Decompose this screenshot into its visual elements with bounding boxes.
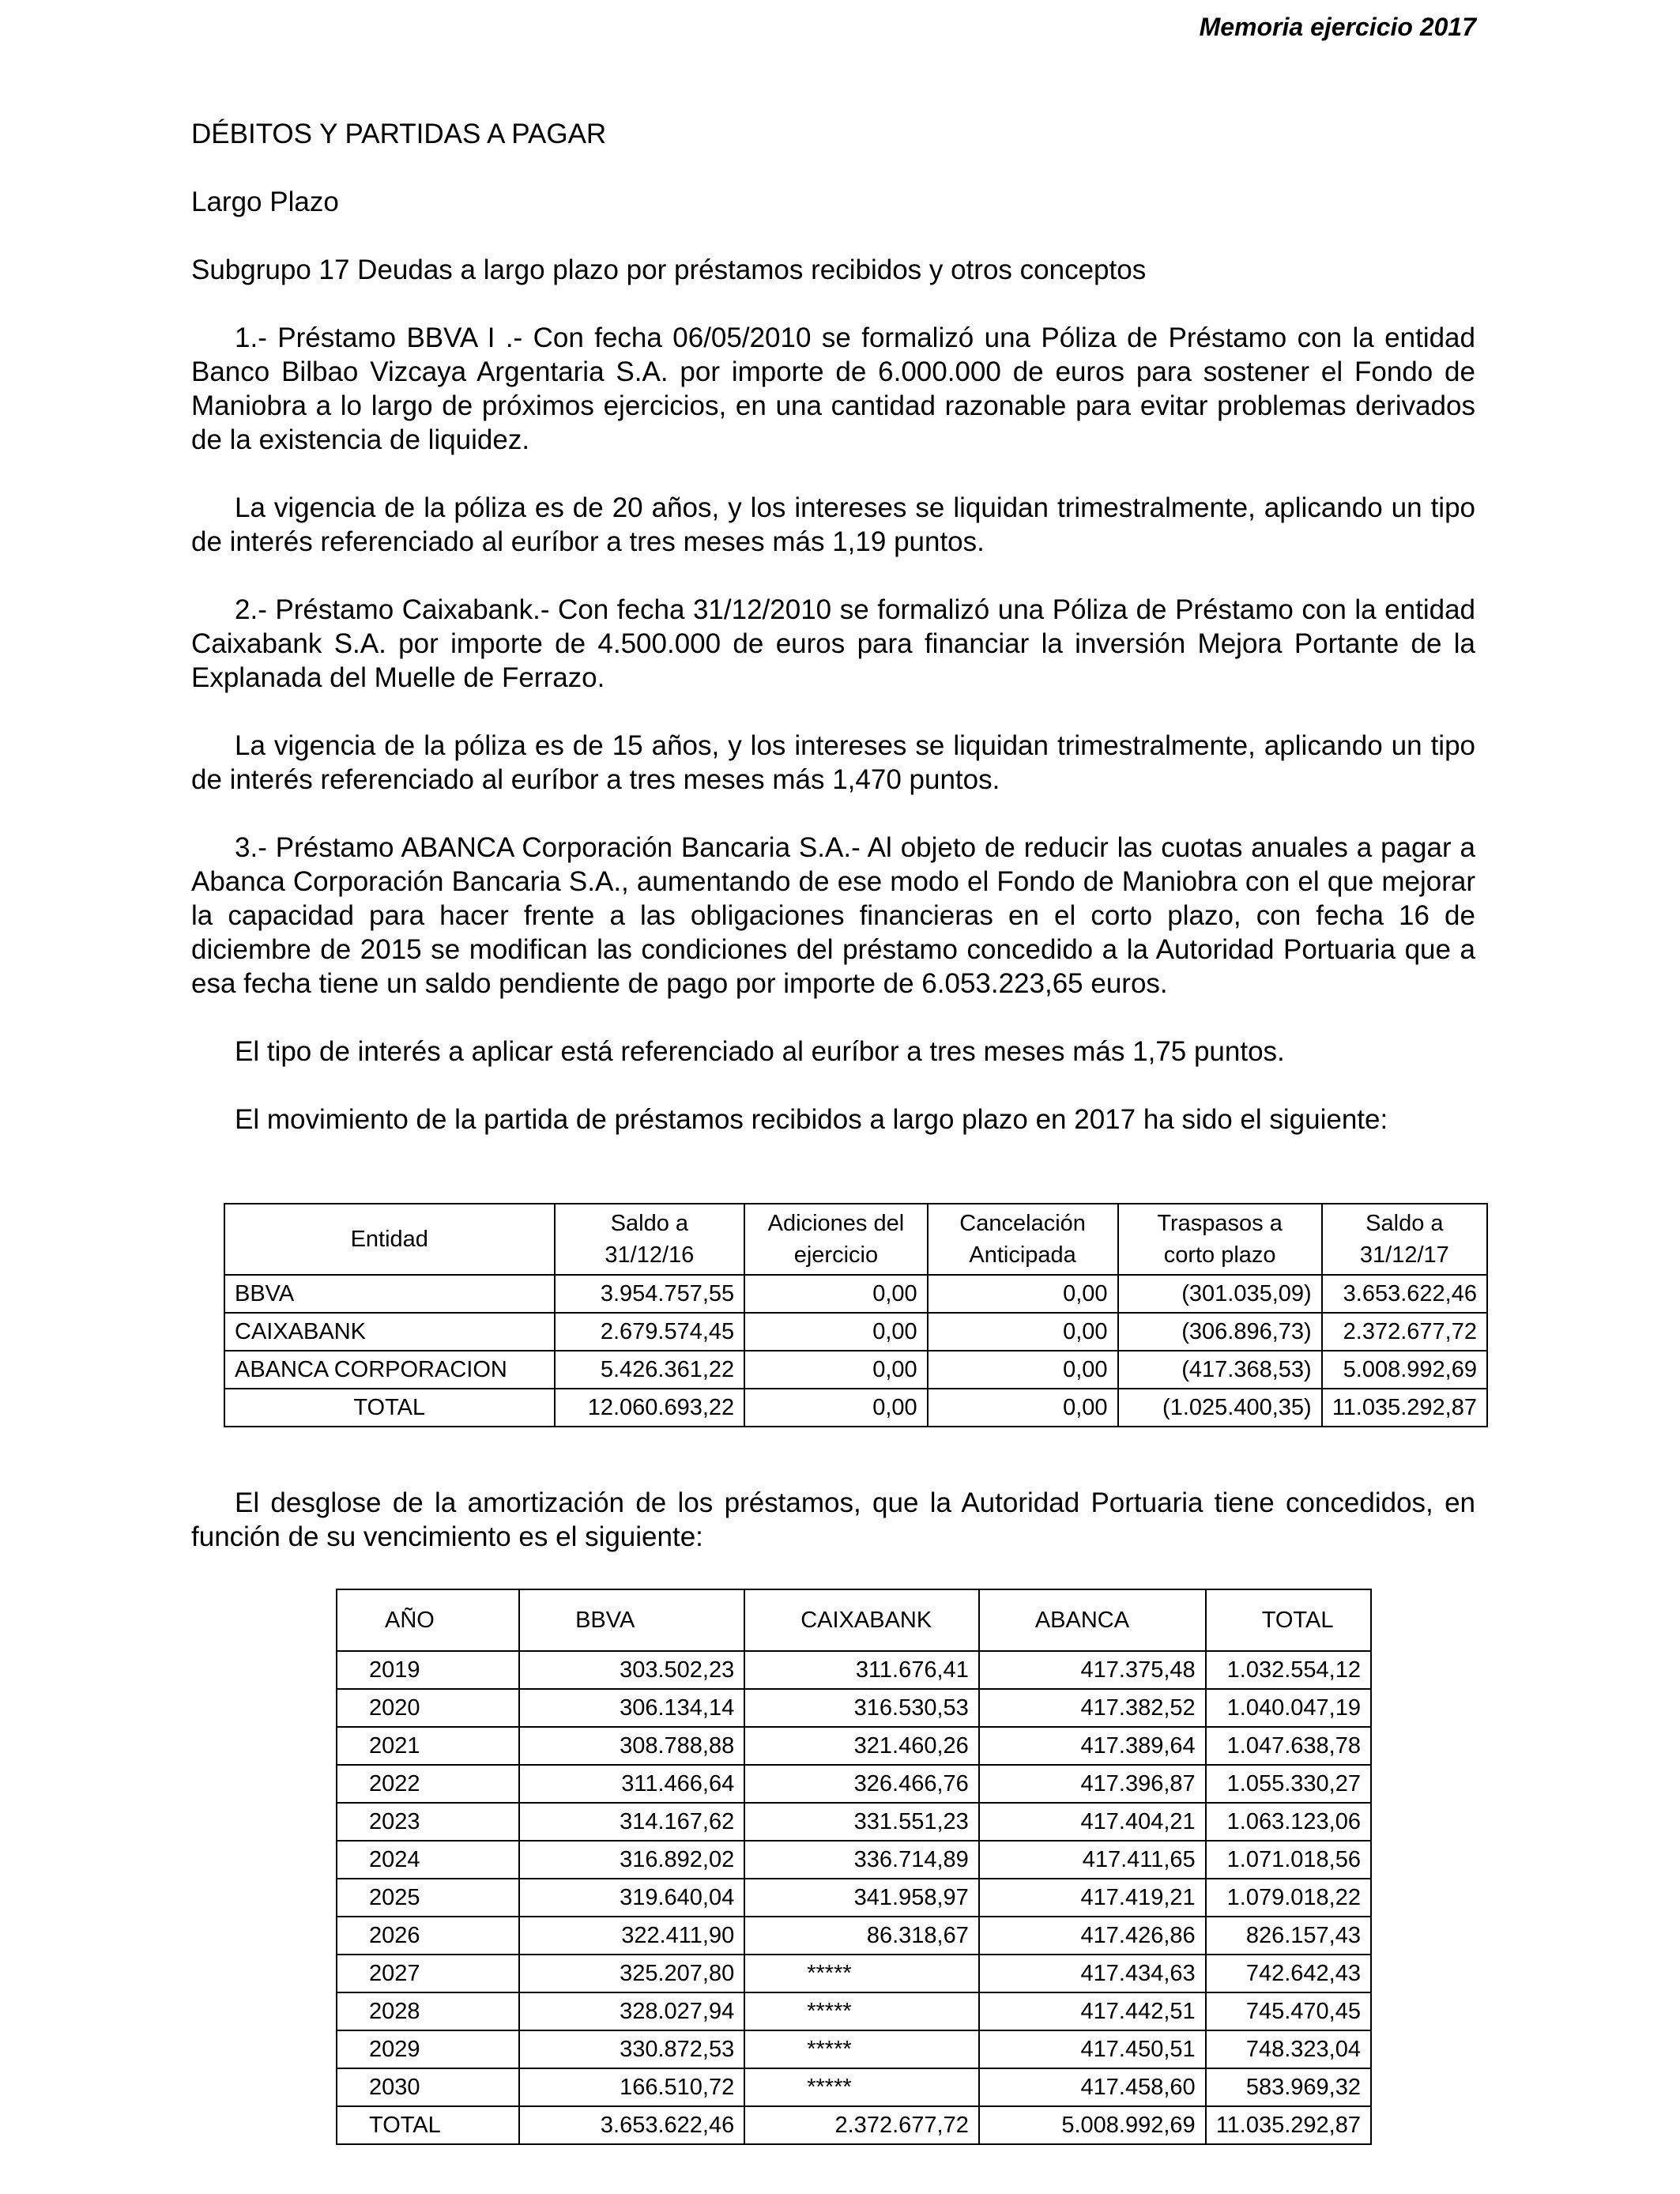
cell-value: 417.411,65 bbox=[979, 1841, 1206, 1879]
paragraph-movements-intro: El movimiento de la partida de préstamos recibidos a largo plazo en 2017 ha sido el siguiente: bbox=[235, 1104, 1388, 1135]
cell-value: 5.426.361,22 bbox=[555, 1351, 745, 1389]
cell-value: 417.450,51 bbox=[979, 2030, 1206, 2068]
cell-value: 166.510,72 bbox=[519, 2068, 744, 2106]
cell-entidad: ABANCA CORPORACION bbox=[224, 1351, 555, 1389]
cell-value: 308.788,88 bbox=[519, 1727, 744, 1765]
cell-value: 336.714,89 bbox=[744, 1841, 979, 1879]
cell-value: 417.442,51 bbox=[979, 1992, 1206, 2030]
cell-value: 1.071.018,56 bbox=[1206, 1841, 1371, 1879]
cell-value: ***** bbox=[744, 1955, 979, 1992]
cell-value: 11.035.292,87 bbox=[1206, 2106, 1371, 2144]
movements-table bbox=[224, 1203, 1488, 1427]
cell-entidad: BBVA bbox=[224, 1275, 555, 1313]
cell-value: (417.368,53) bbox=[1118, 1351, 1322, 1389]
document-body bbox=[191, 117, 1475, 1137]
cell-total-value: 11.035.292,87 bbox=[1322, 1389, 1487, 1427]
amortization-table bbox=[336, 1589, 1372, 2145]
cell-value: 311.676,41 bbox=[744, 1651, 979, 1689]
cell-value: 417.389,64 bbox=[979, 1727, 1206, 1765]
header-saldo-2016: Saldo a 31/12/16 bbox=[555, 1204, 745, 1275]
header-adiciones: Adiciones del ejercicio bbox=[744, 1204, 927, 1275]
cell-value: 306.134,14 bbox=[519, 1689, 744, 1727]
paragraph-bbva: 1.- Préstamo BBVA I .- Con fecha 06/05/2010 se formalizó una Póliza de Préstamo con la entidad Banco Bilbao Vizcaya Argentaria S.A. por importe de 6.000.000 de euros para sostener el Fondo de Maniobra a lo largo de próximos ejercicios, en una cantidad razonable para evitar problemas derivados de la existencia de liquidez. bbox=[191, 322, 1475, 455]
cell-value: 322.411,90 bbox=[519, 1917, 744, 1955]
cell-value: (301.035,09) bbox=[1118, 1275, 1322, 1313]
cell-value: 3.653.622,46 bbox=[519, 2106, 744, 2144]
table-row bbox=[337, 1879, 1371, 1917]
cell-value: 417.426,86 bbox=[979, 1917, 1206, 1955]
cell-value: 1.032.554,12 bbox=[1206, 1651, 1371, 1689]
header-ano: AÑO bbox=[337, 1589, 519, 1651]
cell-value: 86.318,67 bbox=[744, 1917, 979, 1955]
cell-value: 417.419,21 bbox=[979, 1879, 1206, 1917]
cell-year: 2019 bbox=[337, 1651, 519, 1689]
paragraph-caixabank-terms: La vigencia de la póliza es de 15 años, y los intereses se liquidan trimestralmente, aplicando un tipo de interés referenciado al euríbor a tres meses más 1,470 puntos. bbox=[191, 730, 1475, 795]
cell-entidad: CAIXABANK bbox=[224, 1313, 555, 1351]
table-row bbox=[337, 1765, 1371, 1803]
cell-value: 321.460,26 bbox=[744, 1727, 979, 1765]
header-caixabank: CAIXABANK bbox=[744, 1589, 979, 1651]
cell-value: ***** bbox=[744, 2030, 979, 2068]
cell-total-value: 0,00 bbox=[744, 1389, 927, 1427]
cell-value: 0,00 bbox=[744, 1351, 927, 1389]
cell-value: 417.396,87 bbox=[979, 1765, 1206, 1803]
cell-value: ***** bbox=[744, 2068, 979, 2106]
table-row bbox=[224, 1275, 1487, 1313]
cell-value: 303.502,23 bbox=[519, 1651, 744, 1689]
table-header-row bbox=[224, 1204, 1487, 1275]
cell-value: 0,00 bbox=[744, 1313, 927, 1351]
table-row bbox=[337, 1689, 1371, 1727]
cell-value: 311.466,64 bbox=[519, 1765, 744, 1803]
cell-value: ***** bbox=[744, 1992, 979, 2030]
cell-value: 748.323,04 bbox=[1206, 2030, 1371, 2068]
cell-year: 2021 bbox=[337, 1727, 519, 1765]
cell-value: 742.642,43 bbox=[1206, 1955, 1371, 1992]
cell-value: 826.157,43 bbox=[1206, 1917, 1371, 1955]
cell-year: 2029 bbox=[337, 2030, 519, 2068]
cell-value: 331.551,23 bbox=[744, 1803, 979, 1841]
cell-value: 3.954.757,55 bbox=[555, 1275, 745, 1313]
cell-value: 341.958,97 bbox=[744, 1879, 979, 1917]
report-header: Memoria ejercicio 2017 bbox=[1199, 13, 1476, 41]
cell-year: 2022 bbox=[337, 1765, 519, 1803]
section-subtitle: Largo Plazo bbox=[191, 187, 339, 217]
header-entidad: Entidad bbox=[224, 1204, 555, 1275]
cell-value: 583.969,32 bbox=[1206, 2068, 1371, 2106]
cell-value: 5.008.992,69 bbox=[979, 2106, 1206, 2144]
table-row bbox=[337, 2068, 1371, 2106]
table-total-row bbox=[337, 2106, 1371, 2144]
cell-year: 2024 bbox=[337, 1841, 519, 1879]
section-title: DÉBITOS Y PARTIDAS A PAGAR bbox=[191, 119, 607, 149]
table-row bbox=[337, 1841, 1371, 1879]
table-header-row bbox=[337, 1589, 1371, 1651]
table-row bbox=[224, 1351, 1487, 1389]
cell-value: 1.063.123,06 bbox=[1206, 1803, 1371, 1841]
paragraph-bbva-terms: La vigencia de la póliza es de 20 años, y los intereses se liquidan trimestralmente, aplicando un tipo de interés referenciado al euríbor a tres meses más 1,19 puntos. bbox=[191, 492, 1475, 557]
cell-year: 2025 bbox=[337, 1879, 519, 1917]
cell-value: 417.458,60 bbox=[979, 2068, 1206, 2106]
header-abanca: ABANCA bbox=[979, 1589, 1206, 1651]
cell-value: 316.892,02 bbox=[519, 1841, 744, 1879]
table-row bbox=[224, 1313, 1487, 1351]
paragraph-abanca: 3.- Préstamo ABANCA Corporación Bancaria S.A.- Al objeto de reducir las cuotas anuales a pagar a Abanca Corporación Bancaria S.A., aumentando de ese modo el Fondo de Maniobra con el que mejorar la capacidad para hacer frente a las obligaciones financieras en el corto plazo, con fecha 16 de diciembre de 2015 se modifican las condiciones del préstamo concedido a la Autoridad Portuaria que a esa fecha tiene un saldo pendiente de pago por importe de 6.053.223,65 euros. bbox=[191, 832, 1475, 999]
cell-value: 3.653.622,46 bbox=[1322, 1275, 1487, 1313]
cell-value: 0,00 bbox=[928, 1313, 1118, 1351]
cell-year: 2026 bbox=[337, 1917, 519, 1955]
cell-value: 1.040.047,19 bbox=[1206, 1689, 1371, 1727]
cell-value: 2.372.677,72 bbox=[1322, 1313, 1487, 1351]
cell-value: 1.055.330,27 bbox=[1206, 1765, 1371, 1803]
cell-total-value: (1.025.400,35) bbox=[1118, 1389, 1322, 1427]
cell-value: 2.679.574,45 bbox=[555, 1313, 745, 1351]
amortization-intro: El desglose de la amortización de los préstamos, que la Autoridad Portuaria tiene concedidos, en función de su vencimiento es el siguiente: bbox=[191, 1487, 1475, 1552]
cell-value: 0,00 bbox=[928, 1275, 1118, 1313]
header-traspasos: Traspasos a corto plazo bbox=[1118, 1204, 1322, 1275]
header-total: TOTAL bbox=[1206, 1589, 1371, 1651]
table-row bbox=[337, 1803, 1371, 1841]
cell-value: 319.640,04 bbox=[519, 1879, 744, 1917]
cell-value: 745.470,45 bbox=[1206, 1992, 1371, 2030]
paragraph-abanca-terms: El tipo de interés a aplicar está referenciado al euríbor a tres meses más 1,75 puntos. bbox=[235, 1036, 1285, 1067]
table-row bbox=[337, 1955, 1371, 1992]
cell-total-label: TOTAL bbox=[337, 2106, 519, 2144]
header-saldo-2017: Saldo a 31/12/17 bbox=[1322, 1204, 1487, 1275]
cell-value: (306.896,73) bbox=[1118, 1313, 1322, 1351]
cell-total-value: 12.060.693,22 bbox=[555, 1389, 745, 1427]
cell-year: 2030 bbox=[337, 2068, 519, 2106]
table-row bbox=[337, 1917, 1371, 1955]
cell-value: 328.027,94 bbox=[519, 1992, 744, 2030]
table-row bbox=[337, 1727, 1371, 1765]
cell-value: 326.466,76 bbox=[744, 1765, 979, 1803]
table-total-row bbox=[224, 1389, 1487, 1427]
cell-value: 330.872,53 bbox=[519, 2030, 744, 2068]
cell-value: 417.382,52 bbox=[979, 1689, 1206, 1727]
cell-value: 0,00 bbox=[744, 1275, 927, 1313]
cell-value: 0,00 bbox=[928, 1351, 1118, 1389]
table-row bbox=[337, 2030, 1371, 2068]
cell-year: 2027 bbox=[337, 1955, 519, 1992]
cell-total-label: TOTAL bbox=[224, 1389, 555, 1427]
cell-value: 5.008.992,69 bbox=[1322, 1351, 1487, 1389]
amortization-rows bbox=[337, 1651, 1371, 2144]
cell-value: 417.434,63 bbox=[979, 1955, 1206, 1992]
cell-value: 2.372.677,72 bbox=[744, 2106, 979, 2144]
cell-value: 417.404,21 bbox=[979, 1803, 1206, 1841]
cell-value: 314.167,62 bbox=[519, 1803, 744, 1841]
cell-year: 2023 bbox=[337, 1803, 519, 1841]
cell-value: 316.530,53 bbox=[744, 1689, 979, 1727]
cell-year: 2020 bbox=[337, 1689, 519, 1727]
paragraph-caixabank: 2.- Préstamo Caixabank.- Con fecha 31/12/2010 se formalizó una Póliza de Préstamo con la entidad Caixabank S.A. por importe de 4.500.000 de euros para financiar la inversión Mejora Portante de la Explanada del Muelle de Ferrazo. bbox=[191, 594, 1475, 693]
table-row bbox=[337, 1992, 1371, 2030]
header-bbva: BBVA bbox=[519, 1589, 744, 1651]
cell-year: 2028 bbox=[337, 1992, 519, 2030]
subgroup-heading: Subgrupo 17 Deudas a largo plazo por préstamos recibidos y otros conceptos bbox=[191, 254, 1147, 285]
table-row bbox=[337, 1651, 1371, 1689]
cell-value: 1.047.638,78 bbox=[1206, 1727, 1371, 1765]
cell-total-value: 0,00 bbox=[928, 1389, 1118, 1427]
cell-value: 325.207,80 bbox=[519, 1955, 744, 1992]
cell-value: 417.375,48 bbox=[979, 1651, 1206, 1689]
header-cancelacion: Cancelación Anticipada bbox=[928, 1204, 1118, 1275]
cell-value: 1.079.018,22 bbox=[1206, 1879, 1371, 1917]
